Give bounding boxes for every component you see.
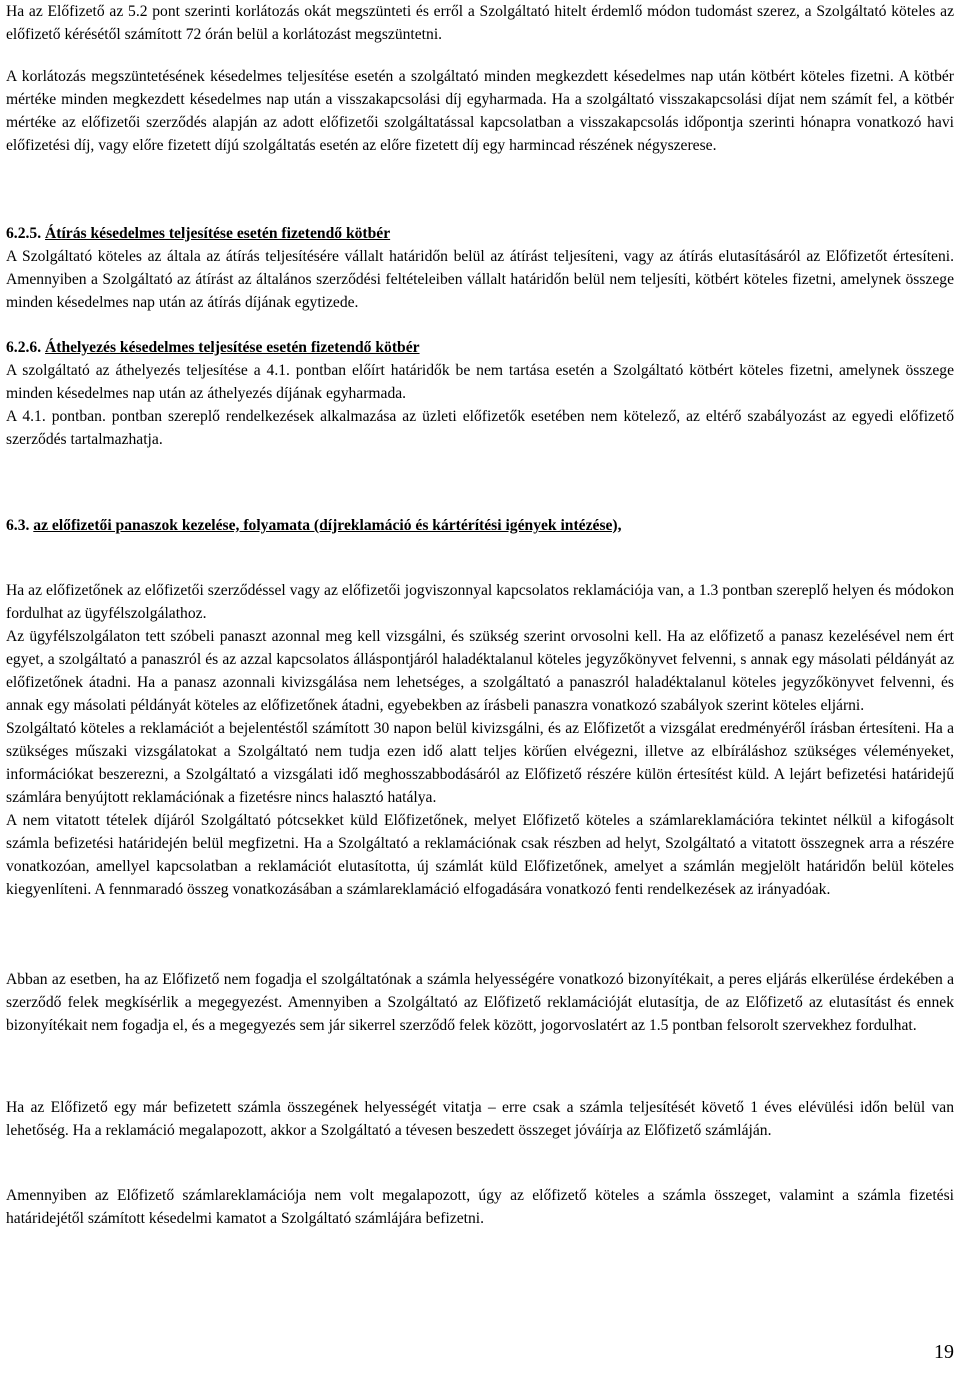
paragraph-unfounded-claim [6,1184,954,1230]
paragraph-text: Amennyiben az Előfizető számlareklamációja nem volt megalapozott, úgy az előfizető köteles a számla összeget, valamint a számla fizetési határidejétől számított késedelmi kamatot a Szolgáltató számlájára befizetni. [6,1187,954,1227]
paragraph-restriction-lift [6,0,954,46]
paragraph-text: Szolgáltató köteles a reklamációt a bejelentéstől számított 30 napon belül kivizsgálni, és az Előfizetőt a vizsgálat eredményéről írásban értesíteni. Ha a szükséges műszaki vizsgálatokat a Szolgáltató nem tudja ezen idő alatt teljes körűen elvégezni, illetve az elbíráláshoz szükséges véleményeket, információkat beszerezni, a Szolgáltató a vizsgálati idő meghosszabbodásáról az Előfizető részére külön értesítést küld. A lejárt befizetési határidejű számlára benyújtott reklamációnak a fizetésre nincs halasztó hatálya. [6,720,954,806]
complaints-body [6,579,954,901]
section-6-2-5 [6,222,954,314]
paragraph-text: A 4.1. pontban. pontban szereplő rendelkezések alkalmazása az üzleti előfizetők esetében nem kötelező, az eltérő szabályozást az egyedi előfizető szerződés tartalmazhatja. [6,408,954,448]
paragraph-text: Ha az Előfizető az 5.2 pont szerinti korlátozás okát megszünteti és erről a Szolgáltató hitelt érdemlő módon tudomást szerez, a Szolgáltató köteles az előfizető kérésétől számított 72 órán belül a korlátozást megszüntetni. [6,3,954,43]
page-number: 19 [934,1341,954,1363]
section-title: Átírás késedelmes teljesítése esetén fizetendő kötbér [45,225,391,242]
paragraph-text: Abban az esetben, ha az Előfizető nem fogadja el szolgáltatónak a számla helyességére vonatkozó bizonyítékait, a peres eljárás elkerülése érdekében a szerződő felek megkísérlik a megegyezést. Amennyiben a Szolgáltató az Előfizető reklamációját elutasítja, de az Előfizető az elutasítást és ennek bizonyítékait nem fogadja el, és a megegyezés sem jár sikerrel szerződő felek között, jogorvoslatért az 1.5 pontban felsorolt szervekhez fordulhat. [6,971,954,1034]
section-heading-6-3 [6,514,954,537]
paragraph-text: Az ügyfélszolgálaton tett szóbeli panaszt azonnal meg kell vizsgálni, és szükség szerint orvosolni kell. Ha az előfizető a panasz kezelésével nem ért egyet, a szolgáltató a panaszról és az azzal kapcsolatos álláspontjáról haladéktalanul köteles jegyzőkönyvet felvenni, s annak egy másolati példányát az előfizetőnek átadni. Ha a panasz azonnali kivizsgálása nem lehetséges, a szolgáltató a panaszról haladéktalanul köteles jegyzőkönyvet felvenni, és annak egy másolati példányát köteles az előfizetőnek átadni, egyebekben az írásbeli panaszra vonatkozó szabályok szerint köteles eljárni. [6,628,954,714]
paragraph-text: A korlátozás megszüntetésének késedelmes teljesítése esetén a szolgáltató minden megkezdett késedelmes nap után kötbért köteles fizetni. A kötbér mértéke minden megkezdett késedelmes nap után a visszakapcsolási díj egyharmada. Ha a szolgáltató visszakapcsolási díjat nem számít fel, a kötbér mértéke az előfizetői szerződés alapján az adott előfizetői szolgáltatással kapcsolatban a visszakapcsolás időpontja szerinti hónapra vonatkozó havi előfizetési díj, vagy előre fizetett díjú szolgáltatás esetén az előre fizetett díj egy harmincad részének négyszerese. [6,68,954,154]
paragraph-paid-invoice [6,1096,954,1142]
paragraph-penalty-delay [6,65,954,157]
section-heading-6-2-6 [6,336,954,359]
paragraph-text: Ha az Előfizető egy már befizetett számla összegének helyességét vitatja – erre csak a számla teljesítését követő 1 éves elévülési időn belül van lehetőség. Ha a reklamáció megalapozott, akkor a Szolgáltató a tévesen beszedett összeget jóváírja az Előfizető számláján. [6,1099,954,1139]
section-number: 6.2.6. [6,339,42,356]
paragraph-dispute [6,968,954,1037]
paragraph-text: A szolgáltató az áthelyezés teljesítése a 4.1. pontban előírt határidők be nem tartása esetén a Szolgáltató kötbért köteles fizetni, amelynek összege minden késedelmes nap után az áthelyezés díjának egyharmada. [6,362,954,402]
paragraph-text: A nem vitatott tételek díjáról Szolgáltató pótcsekket küld Előfizetőnek, melyet Előfizető köteles a számlareklamációra tekintet nélkül a kifogásolt számla befizetési határidején belül megfizetni. Ha a Szolgáltató a reklamációnak csak részben ad helyt, Szolgáltató a vitatott összegnek arra a részére vonatkozóan, amellyel kapcsolatban a reklamációt elutasította, új számlát küld Előfizetőnek, amelyet a számlán megjelölt határidőn belül köteles kiegyenlíteni. A fennmaradó összeg vonatkozásában a számlareklamáció elfogadására vonatkozó fenti rendelkezések az irányadóak. [6,812,954,898]
section-title: Áthelyezés késedelmes teljesítése esetén fizetendő kötbér [45,339,420,356]
section-6-3 [6,514,954,537]
section-number: 6.3. [6,517,30,534]
section-number: 6.2.5. [6,225,42,242]
section-title: az előfizetői panaszok kezelése, folyamata (díjreklamáció és kártérítési igények intézése), [33,517,622,534]
section-heading-6-2-5 [6,222,954,245]
paragraph-text: Ha az előfizetőnek az előfizetői szerződéssel vagy az előfizetői jogviszonnyal kapcsolatos reklamációja van, a 1.3 pontban szereplő helyen és módokon fordulhat az ügyfélszolgálathoz. [6,582,954,622]
section-6-2-6 [6,336,954,451]
paragraph-text: A Szolgáltató köteles az általa az átírás teljesítésére vállalt határidőn belül az átírást teljesíteni, vagy az átírás elutasításáról az Előfizetőt értesíteni. Amennyiben a Szolgáltató az átírást az általános szerződési feltételeiben vállalt határidőn belül nem teljesíti, kötbért köteles fizetni, amelynek összege minden késedelmes nap után az átírás díjának egytizede. [6,248,954,311]
